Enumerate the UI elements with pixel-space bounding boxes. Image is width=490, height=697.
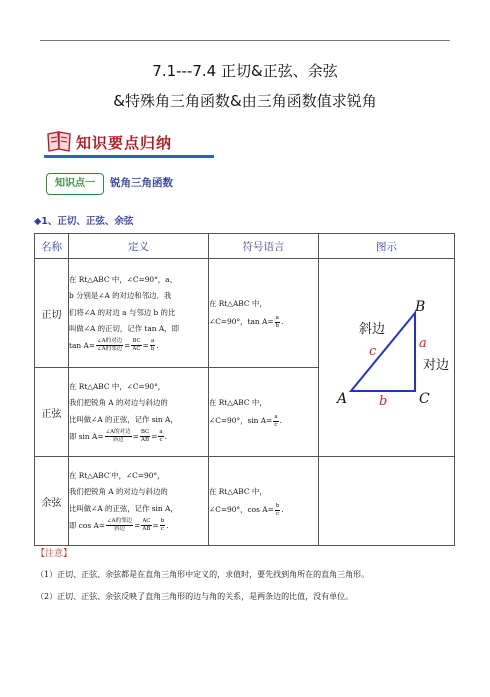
- row-symbol: [209, 259, 319, 368]
- vertex-c: C: [419, 391, 430, 407]
- banner-title: 知识要点归纳: [76, 134, 173, 152]
- page-title: 7.1---7.4 正切&正弦、余弦: [152, 62, 338, 80]
- row-definition: [69, 259, 209, 368]
- row-symbol: [209, 368, 319, 457]
- table-row-cos: [35, 457, 455, 546]
- vertex-a: A: [337, 391, 348, 407]
- figure-cell: [319, 259, 455, 457]
- sym-line: 在 Rt△ABC 中，: [209, 299, 267, 308]
- fraction: $\frac{BC}{AC}$: [132, 338, 141, 353]
- sym-line: 在 Rt△ABC 中，: [209, 398, 267, 407]
- note-1: （1）正切、正弦、余弦都是在直角三角形中定义的，求值时，要先找到角所在的直角三角形。: [36, 570, 370, 579]
- empty-figure-cell: [319, 457, 455, 546]
- row-symbol: [209, 457, 319, 546]
- row-name: 余弦: [35, 457, 69, 546]
- notice-label: 【注意】: [36, 549, 73, 559]
- def-line: 在 Rt△ABC 中，∠C=90°，: [69, 381, 166, 391]
- fraction: $\frac{a}{c}$: [274, 413, 278, 428]
- row-definition: [69, 368, 209, 457]
- fraction: $\frac{b}{c}$: [160, 518, 165, 533]
- side-c: c: [369, 344, 377, 359]
- fraction: $\frac{\text{∠A的对边}}{\text{斜边}}$: [105, 429, 131, 444]
- fraction: $\frac{a}{b}$: [150, 338, 155, 353]
- def-formula: 即 cos A= $\frac{\text{∠A的邻边}}{\text{斜边}}$ = $\frac{AC}{AB}$ = $\frac{b}{c}$ .: [69, 518, 169, 533]
- opposite-label: 对边: [423, 358, 450, 373]
- header-name: 名称: [35, 234, 69, 259]
- fraction: $\frac{\text{∠A的邻边}}{\text{斜边}}$: [107, 518, 133, 533]
- knowledge-point-title: 锐角三角函数: [110, 177, 173, 189]
- sym-formula: ∠C=90°，cos A= $\frac{b}{c}$ .: [209, 502, 284, 517]
- def-line: 比叫做∠A 的正弦，记作 sin A，: [69, 504, 178, 513]
- formula-prefix: tan A=: [69, 340, 96, 350]
- def-line: 我们把锐角 A 的对边与斜边的: [69, 487, 168, 497]
- sym-formula: ∠C=90°，tan A= $\frac{a}{b}$ .: [209, 314, 284, 329]
- top-rule: [40, 40, 450, 41]
- section-heading: ◆1、正切、正弦、余弦: [34, 216, 134, 227]
- fraction: $\frac{\text{∠A的对边}}{\text{∠A的邻边}}$: [97, 338, 123, 353]
- table-row-tan: [35, 259, 455, 368]
- book-icon: [46, 130, 72, 156]
- note-2: （2）正切、正弦、余弦反映了直角三角形的边与角的关系，是两条边的比值，没有单位。: [36, 592, 354, 601]
- header-symbol: 符号语言: [209, 234, 319, 259]
- def-line: b 分别是∠A 的对边和邻边．我: [69, 291, 172, 301]
- fraction: $\frac{a}{c}$: [159, 429, 163, 444]
- def-formula: 即 sin A= $\frac{\text{∠A的对边}}{\text{斜边}}$ = $\frac{BC}{AB}$ = $\frac{a}{c}$ .: [69, 429, 168, 444]
- vertex-b: B: [415, 299, 426, 315]
- table-header-row: [35, 234, 455, 259]
- right-triangle-figure: [323, 299, 453, 409]
- definition-table: [34, 233, 455, 546]
- def-line: 在 Rt△ABC 中，∠C=90°，a、: [69, 274, 177, 284]
- row-name: 正切: [35, 259, 69, 368]
- header-definition: 定义: [69, 234, 209, 259]
- def-line: 我们把锐角 A 的对边与斜边的: [69, 398, 168, 408]
- sym-line: 在 Rt△ABC 中，: [209, 487, 267, 496]
- row-definition: [69, 457, 209, 546]
- fraction: $\frac{BC}{AB}$: [140, 429, 150, 444]
- def-line: 叫做∠A 的正切，记作 tan A，即: [69, 324, 179, 334]
- row-name: 正弦: [35, 368, 69, 457]
- fraction: $\frac{AC}{AB}$: [142, 518, 151, 533]
- section-banner: [44, 128, 214, 158]
- fraction: $\frac{a}{b}$: [275, 314, 280, 329]
- def-formula: tan A= $\frac{\text{∠A的对边}}{\text{∠A的邻边}}$ = $\frac{BC}{AC}$ = $\frac{a}{b}$ .: [69, 338, 159, 353]
- fraction: $\frac{b}{c}$: [275, 502, 280, 517]
- def-line: 比叫做∠A 的正弦，记作 sin A，: [69, 415, 178, 424]
- knowledge-point-badge: 知识点一: [46, 173, 104, 195]
- banner-underline: [44, 155, 214, 158]
- side-a: a: [419, 336, 427, 351]
- def-line: 在 Rt△ABC′中，∠C=90°，: [69, 470, 165, 480]
- page-subtitle: &特殊角三角函数&由三角函数值求锐角: [113, 92, 377, 110]
- header-figure: 图示: [319, 234, 455, 259]
- def-line: 们将∠A 的对边 a 与邻边 b 的比: [69, 307, 176, 317]
- sym-formula: ∠C=90°，sin A= $\frac{a}{c}$ .: [209, 413, 282, 428]
- hypotenuse-label: 斜边: [359, 322, 386, 337]
- side-b: b: [379, 394, 388, 409]
